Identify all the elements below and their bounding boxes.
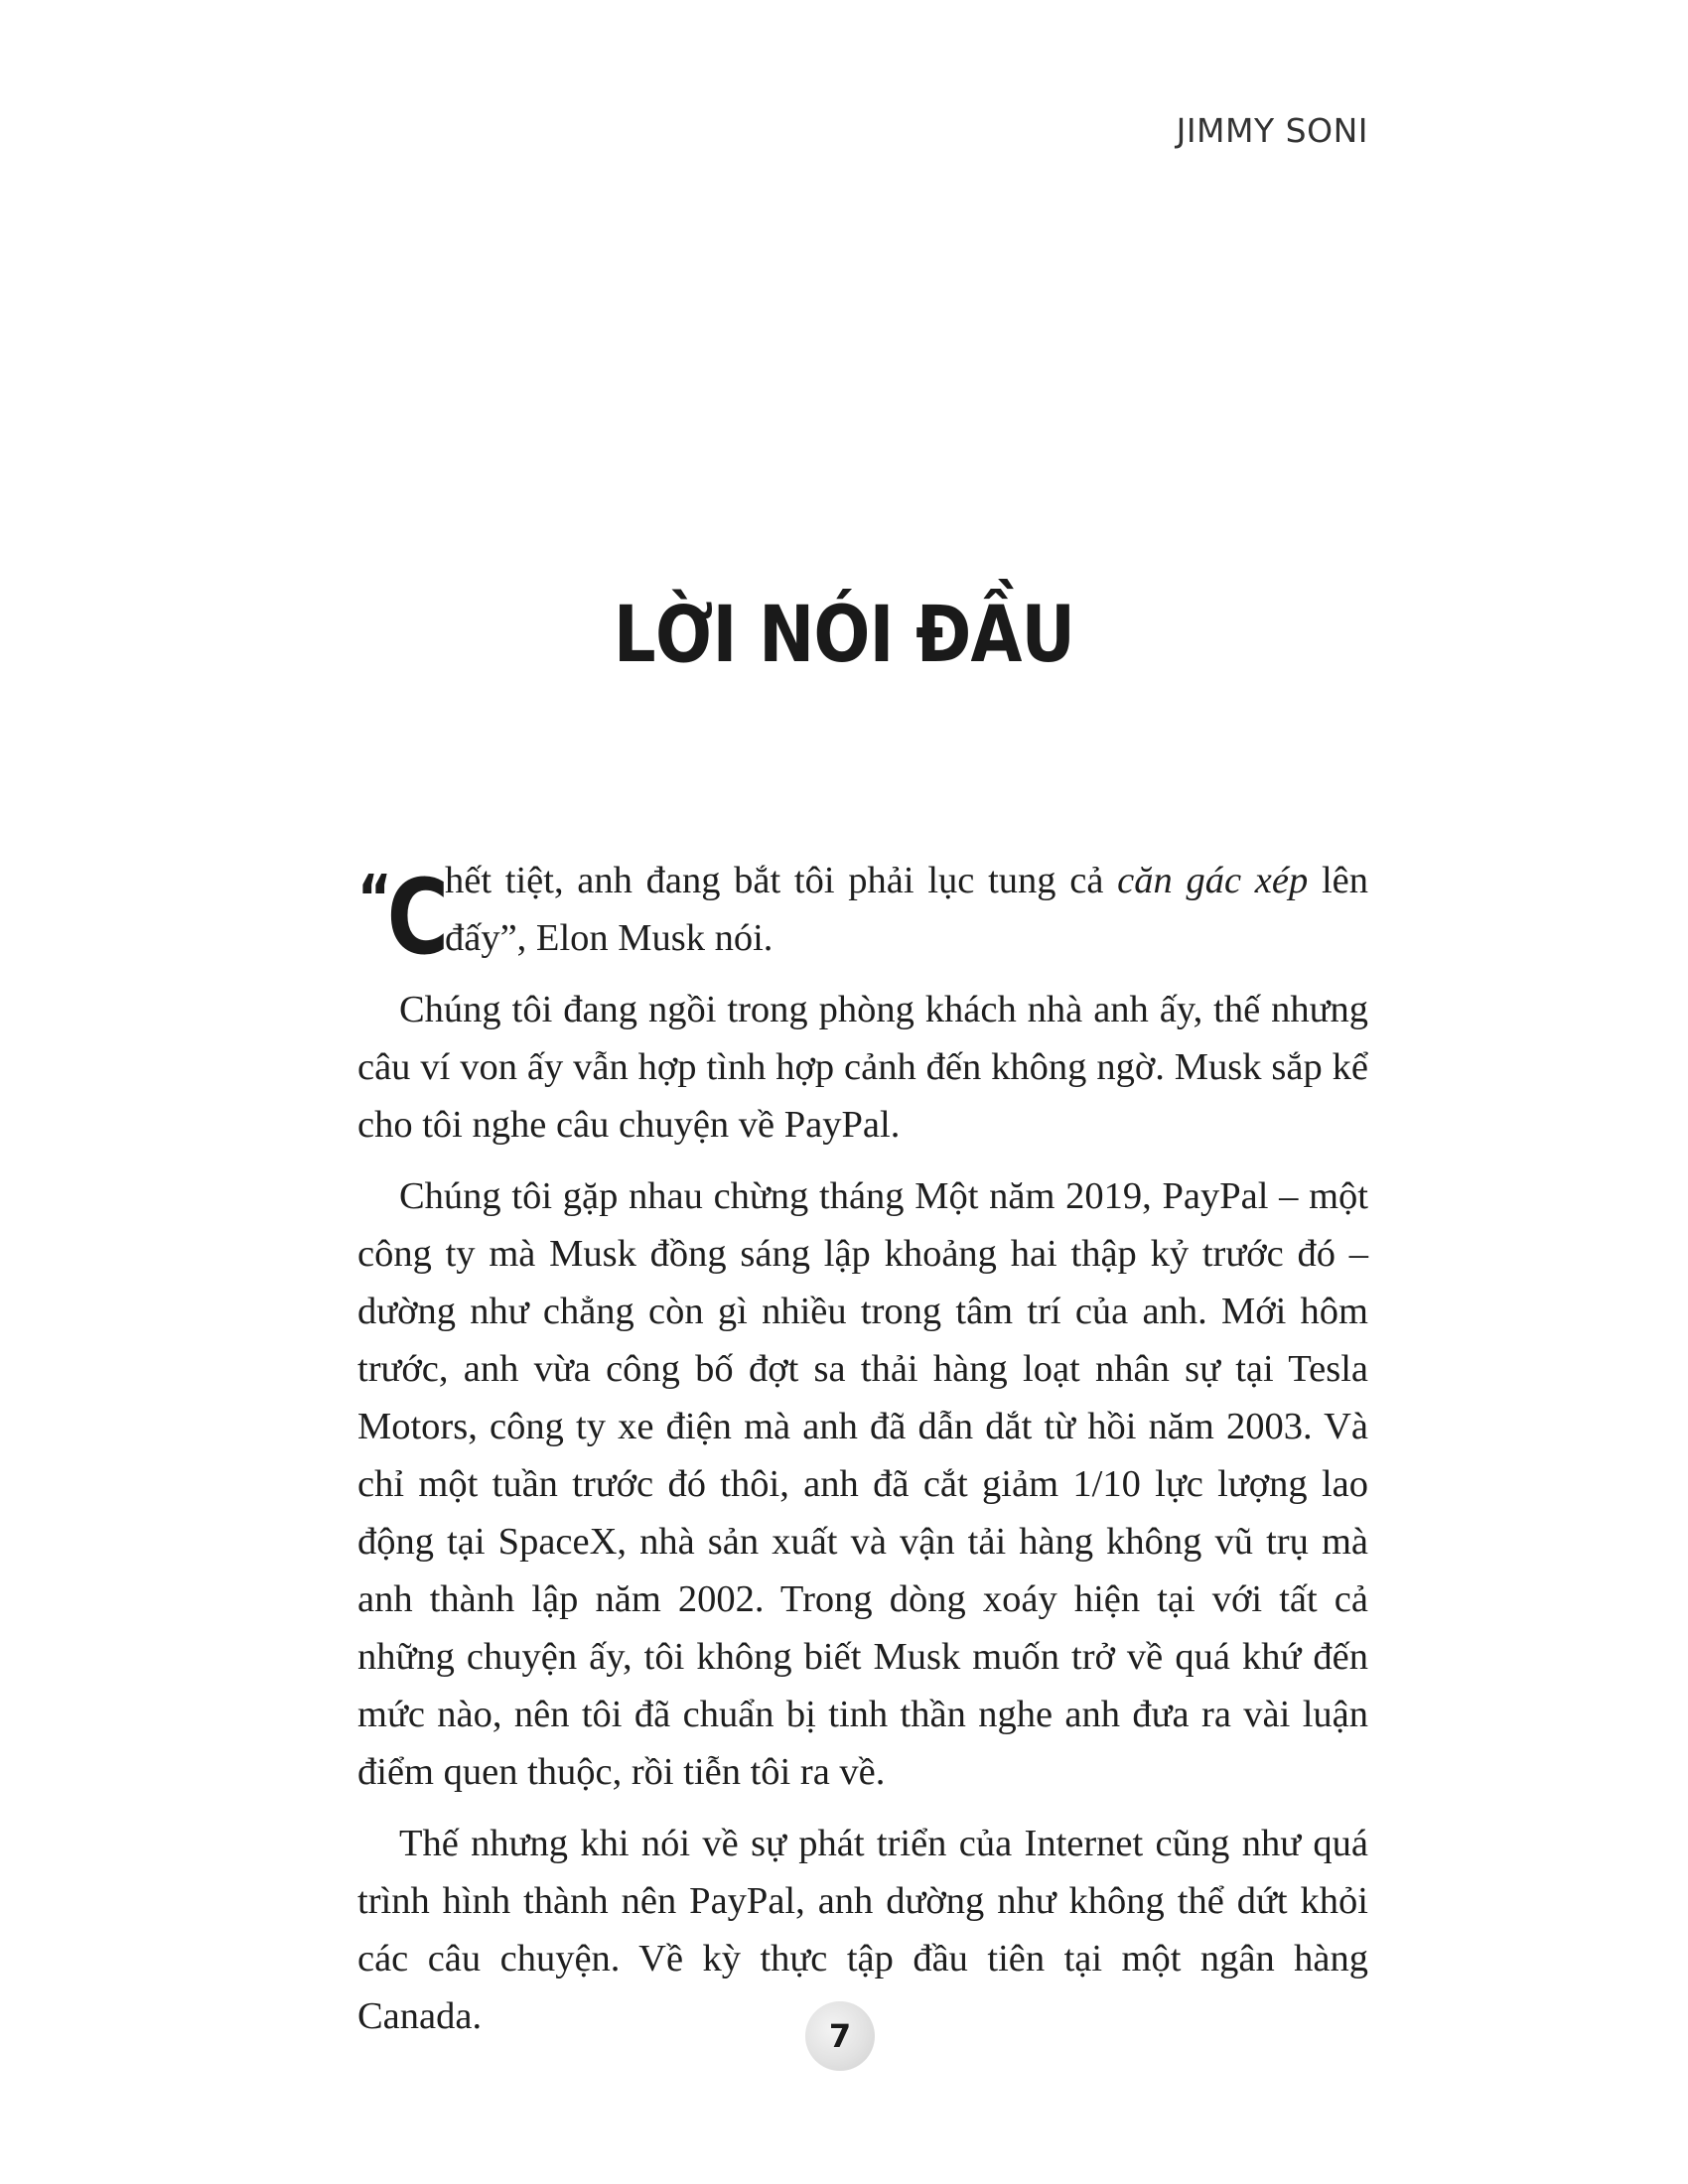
paragraph-3: Chúng tôi gặp nhau chừng tháng Một năm 2019, PayPal – một công ty mà Musk đồng sáng lập khoảng hai thập kỷ trước đó – dường như chẳng còn gì nhiều trong tâm trí của anh. Mới hôm trước, anh vừa công bố đợt sa thải hàng loạt nhân sự tại Tesla Motors, công ty xe điện mà anh đã dẫn dắt từ hồi năm 2003. Và chỉ một tuần trước đó thôi, anh đã cắt giảm 1/10 lực lượng lao động tại SpaceX, nhà sản xuất và vận tải hàng không vũ trụ mà anh thành lập năm 2002. Trong dòng xoáy hiện tại với tất cả những chuyện ấy, tôi không biết Musk muốn trở về quá khứ đến mức nào, nên tôi đã chuẩn bị tinh thần nghe anh đưa ra vài luận điểm quen thuộc, rồi tiễn tôi ra về.: [357, 1175, 1368, 1793]
running-header-author: JIMMY SONI: [1176, 111, 1368, 150]
paragraph-1-text-b: lên đấy”, Elon Musk nói.: [445, 860, 1368, 959]
body-text: [357, 852, 1368, 2045]
paragraph-2: Chúng tôi đang ngồi trong phòng khách nhà anh ấy, thế nhưng câu ví von ấy vẫn hợp tình hợp cảnh đến không ngờ. Musk sắp kể cho tôi nghe câu chuyện về PayPal.: [357, 989, 1368, 1146]
drop-cap-letter: C: [386, 857, 445, 978]
drop-cap: [357, 857, 445, 978]
paragraph-1-text-a: hết tiệt, anh đang bắt tôi phải lục tung cả: [445, 860, 1118, 901]
paragraph-4: Thế nhưng khi nói về sự phát triển của Internet cũng như quá trình hình thành nên PayPal, anh dường như không thể dứt khỏi các câu chuyện. Về kỳ thực tập đầu tiên tại một ngân hàng Canada.: [357, 1823, 1368, 2037]
paragraph-1: [357, 852, 1368, 978]
page-number-badge: [805, 2001, 875, 2071]
drop-cap-quote: “: [357, 863, 387, 936]
page-number: 7: [828, 2017, 852, 2055]
chapter-title: LỜI NÓI ĐẦU: [613, 591, 1075, 680]
paragraph-1-italic: căn gác xép: [1117, 860, 1309, 901]
